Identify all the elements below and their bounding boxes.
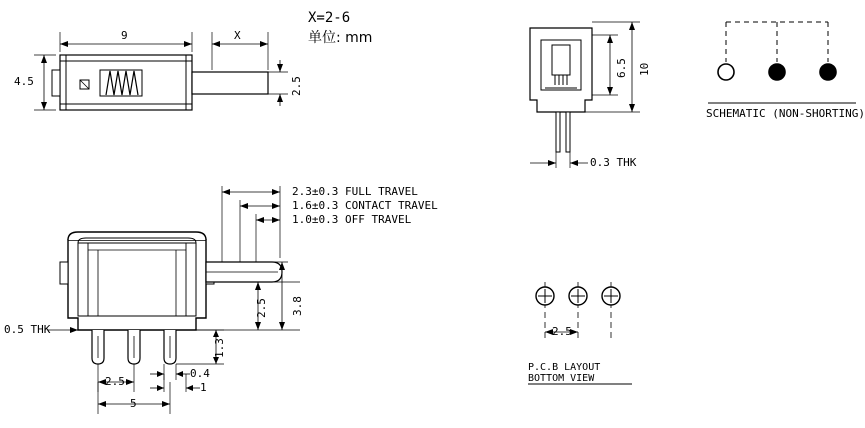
topview-dim-height-right: 2.5 (290, 76, 303, 96)
pcb-caption-line1: P.C.B LAYOUT (528, 362, 601, 373)
travel-full-label: 2.3±0.3 FULL TRAVEL (292, 185, 418, 198)
topview-dim-width: 9 (121, 29, 128, 42)
travel-off-label: 1.0±0.3 OFF TRAVEL (292, 213, 412, 226)
schematic-caption: SCHEMATIC (NON-SHORTING) (706, 107, 865, 120)
endview-dim-thickness: 0.3 THK (590, 156, 637, 169)
sideview-dim-span: 5 (130, 397, 137, 410)
pcb-caption-line2: BOTTOM VIEW (528, 373, 595, 384)
sideview-dim-04: 0.4 (190, 367, 210, 380)
pcb-dim-pitch: 2.5 (552, 325, 572, 338)
topview-dim-x: X (234, 29, 241, 42)
sideview-dim-25: 2.5 (255, 298, 268, 318)
unit-note: 单位: mm (308, 30, 373, 46)
sideview-dim-13: 1.3 (213, 338, 226, 358)
sideview-dim-38: 3.8 (291, 296, 304, 316)
sideview-dim-thickness: 0.5 THK (4, 323, 51, 336)
endview-dim-outer-height: 10 (638, 62, 651, 76)
x-range-note: X=2-6 (308, 10, 351, 26)
endview-dim-inner-height: 6.5 (615, 58, 628, 78)
sideview-dim-pitch: 2.5 (105, 375, 125, 388)
topview-dim-height-left: 4.5 (14, 75, 34, 88)
travel-contact-label: 1.6±0.3 CONTACT TRAVEL (292, 199, 438, 212)
sideview-dim-1: 1 (200, 381, 207, 394)
